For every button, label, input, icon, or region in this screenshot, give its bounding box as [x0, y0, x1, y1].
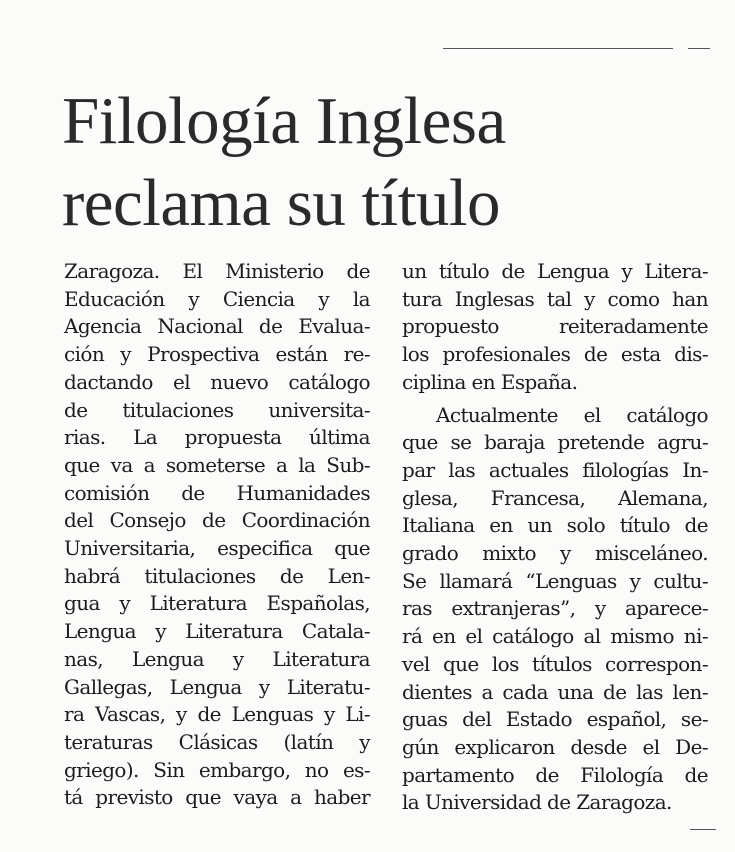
article-line: ras extranjeras”, y aparece- [402, 596, 708, 621]
article-line: ra Vascas, y de Lenguas y Li- [64, 702, 370, 727]
article-line: propuesto reiteradamente [402, 314, 708, 339]
bottom-rule [690, 829, 716, 830]
headline [62, 80, 702, 244]
article-line: de titulaciones universita- [64, 397, 370, 422]
top-rule [443, 48, 673, 49]
article-line: comisión de Humanidades [64, 480, 370, 505]
article-line: dientes a cada una de las len- [402, 679, 708, 704]
article-line: grado mixto y misceláneo. [402, 541, 708, 566]
article-line: Lengua y Literatura Catala- [64, 619, 370, 644]
article-line: tá previsto que vaya a haber [64, 785, 370, 810]
article-line: Universitaria, especifica que [64, 536, 370, 561]
article-line: que va a someterse a la Sub- [64, 452, 370, 477]
article-line: que se baraja pretende agru- [402, 430, 708, 455]
article-line: Zaragoza. El Ministerio de [64, 259, 370, 283]
article-line: Italiana en un solo título de [402, 513, 708, 538]
article-line: nas, Lengua y Literatura [64, 646, 370, 671]
article-line: Se llamará “Lenguas y cultu- [402, 568, 708, 593]
article-line: habrá titulaciones de Len- [64, 563, 370, 588]
article-line: ciplina en España. [402, 369, 578, 394]
article-line: Actualmente el catálogo [436, 402, 708, 427]
article-line: del Consejo de Coordinación [64, 508, 370, 533]
article-line: ción y Prospectiva están re- [64, 342, 370, 367]
headline-line-2: reclama su título [62, 166, 501, 240]
article-line: Agencia Nacional de Evalua- [64, 314, 370, 339]
article-column-left [64, 258, 370, 812]
article-line: rias. La propuesta última [64, 425, 370, 450]
article-line: la Universidad de Zaragoza. [402, 790, 672, 815]
article-line: Educación y Ciencia y la [64, 286, 370, 311]
article-line: un título de Lengua y Litera- [402, 259, 708, 283]
article-line: los profesionales de esta dis- [402, 342, 708, 367]
article-line: gua y Literatura Españolas, [64, 591, 370, 616]
article-line: glesa, Francesa, Alemana, [402, 485, 708, 510]
article-line: par las actuales filologías In- [402, 457, 708, 482]
article-column-right [402, 258, 708, 817]
top-rule-short [688, 48, 710, 49]
article-line: tura Inglesas tal y como han [402, 286, 708, 311]
headline-line-1: Filología Inglesa [62, 84, 506, 158]
article-line: partamento de Filología de [402, 762, 708, 787]
article-line: griego). Sin embargo, no es- [64, 757, 370, 782]
article-line: vel que los títulos correspon- [402, 651, 708, 676]
article-line: dactando el nuevo catálogo [64, 369, 370, 394]
article-line: Gallegas, Lengua y Literatu- [64, 674, 370, 699]
article-line: rá en el catálogo al mismo ni- [402, 624, 708, 649]
article-line: gún explicaron desde el De- [402, 734, 708, 759]
article-line: guas del Estado español, se- [402, 707, 708, 732]
article-line: teraturas Clásicas (latín y [64, 729, 370, 754]
